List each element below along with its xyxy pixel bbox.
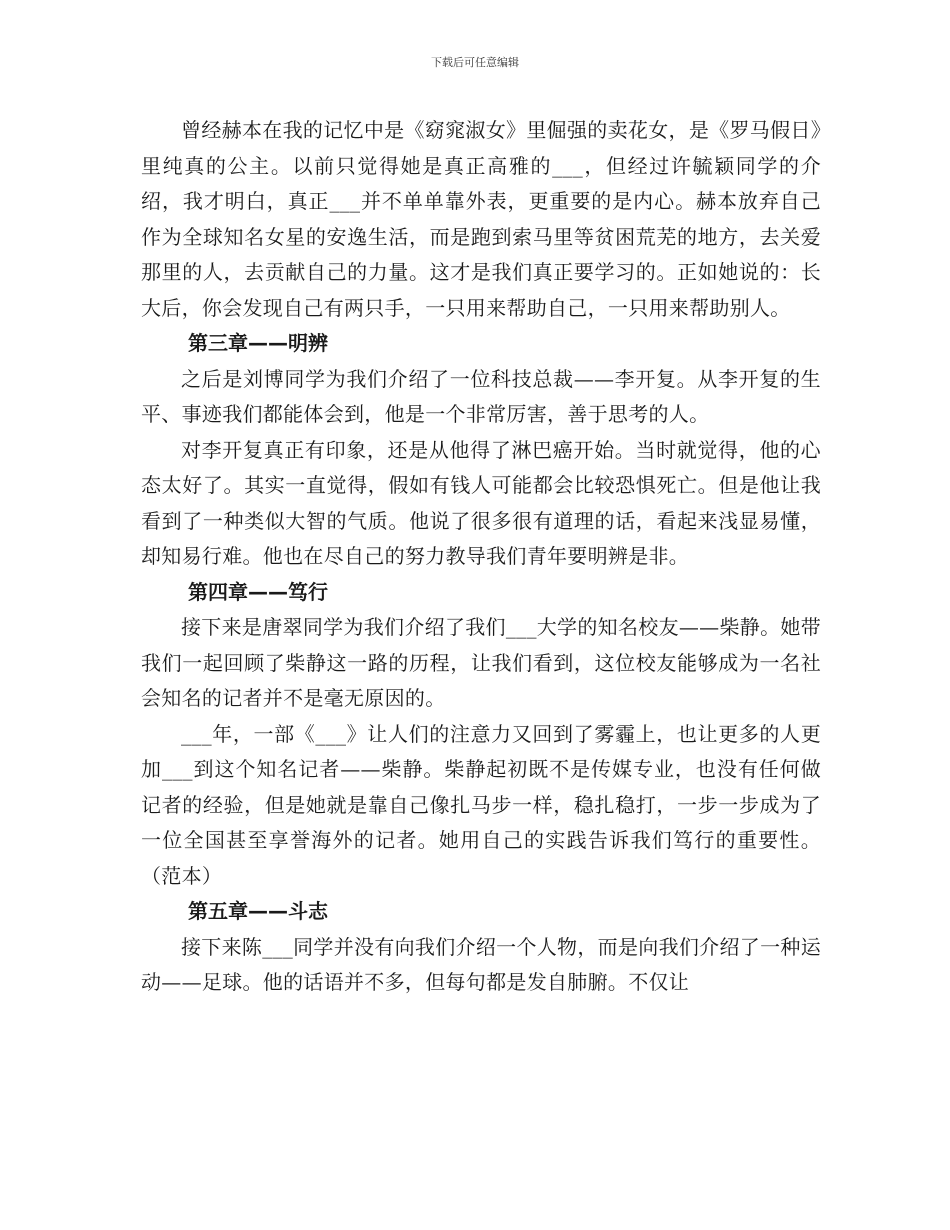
paragraph-chaijing-intro: 接下来是唐翠同学为我们介绍了我们___大学的知名校友——柴静。她带我们一起回顾了柴静这一路的历程，让我们看到，这位校友能够成为一名社会知名的记者并不是毫无原因的。 — [141, 615, 821, 710]
chapter-3-heading: 第三章——明辨 — [188, 331, 328, 355]
chapter-5-heading: 第五章——斗志 — [188, 899, 328, 923]
paragraph-likaifu-intro: 之后是刘博同学为我们介绍了一位科技总裁——李开复。从李开复的生平、事迹我们都能体会到，他是一个非常厉害，善于思考的人。 — [141, 366, 821, 426]
paragraph-hepburn: 曾经赫本在我的记忆中是《窈窕淑女》里倔强的卖花女，是《罗马假日》里纯真的公主。以前只觉得她是真正高雅的___，但经过许毓颖同学的介绍，我才明白，真正___并不单单靠外表，更重要的是内心。赫本放弃自己作为全球知名女星的安逸生活，而是跑到索马里等贫困荒芜的地方，去关爱那里的人，去贡献自己的力量。这才是我们真正要学习的。正如她说的：长大后，你会发现自己有两只手，一只用来帮助自己，一只用来帮助别人。 — [141, 118, 821, 320]
chapter-4-heading: 第四章——笃行 — [188, 579, 328, 604]
document-body — [141, 113, 821, 1001]
page-header: 下载后可任意编辑 — [431, 56, 519, 69]
paragraph-chaijing-story: ___年，一部《___》让人们的注意力又回到了雾霾上，也让更多的人更加___到这个知名记者——柴静。柴静起初既不是传媒专业，也没有任何做记者的经验，但是她就是靠自己像扎马步一样，稳扎稳打，一步一步成为了一位全国甚至享誉海外的记者。她用自己的实践告诉我们笃行的重要性。（范本） — [141, 721, 821, 888]
paragraph-likaifu-impression: 对李开复真正有印象，还是从他得了淋巴癌开始。当时就觉得，他的心态太好了。其实一直觉得，假如有钱人可能都会比较恐惧死亡。但是他让我看到了一种类似大智的气质。他说了很多很有道理的话，看起来浅显易懂，却知易行难。他也在尽自己的努力教导我们青年要明辨是非。 — [141, 437, 821, 568]
paragraph-football: 接下来陈___同学并没有向我们介绍一个人物，而是向我们介绍了一种运动——足球。他的话语并不多，但每句都是发自肺腑。不仅让 — [141, 934, 821, 994]
